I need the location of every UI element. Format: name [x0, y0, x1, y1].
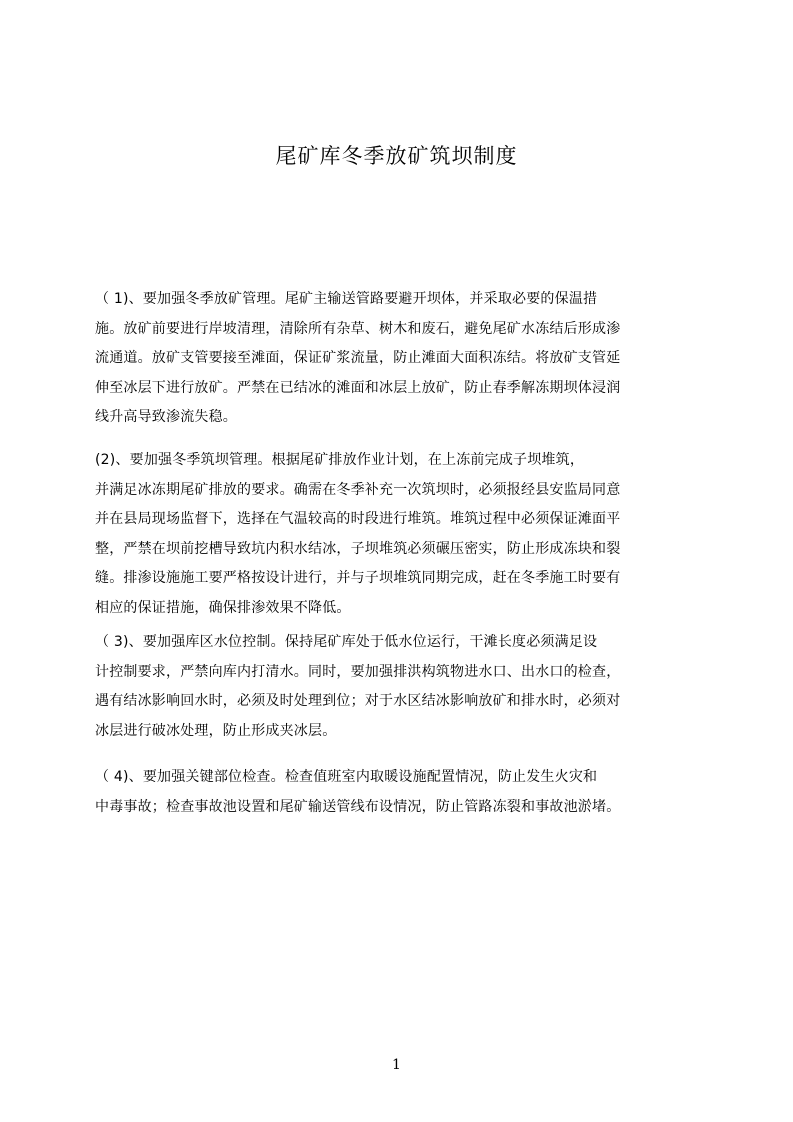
paragraph-line: 冰层进行破冰处理，防止形成夹冰层。 — [95, 722, 337, 739]
paragraph-1 — [95, 285, 705, 433]
paragraph-line: 整，严禁在坝前挖槽导致坑内积水结冰，子坝堆筑必须碾压密实，防止形成冻块和裂 — [95, 540, 621, 557]
paragraph-2 — [95, 446, 705, 623]
paragraph-line: (2)、要加强冬季筑坝管理。根据尾矿排放作业计划，在上冻前完成子坝堆筑， — [95, 452, 585, 468]
paragraph-line: 遇有结冰影响回水时，必须及时处理到位；对于水区结冰影响放矿和排水时，必须对 — [95, 693, 621, 709]
paragraph-line: （ 1)、要加强冬季放矿管理。尾矿主输送管路要避开坝体，并采取必要的保温措 — [95, 291, 598, 307]
paragraph-line: 施。放矿前要进行岸坡清理，清除所有杂草、树木和废石，避免尾矿水冻结后形成渗 — [95, 320, 621, 337]
paragraph-line: 并满足冰冻期尾矿排放的要求。确需在冬季补充一次筑坝时，必须报经县安监局同意 — [95, 481, 621, 498]
paragraph-line: 伸至冰层下进行放矿。严禁在已结冰的滩面和冰层上放矿，防止春季解冻期坝体浸润 — [95, 379, 621, 396]
paragraph-4 — [95, 763, 705, 822]
paragraph-line: 并在县局现场监督下，选择在气温较高的时段进行堆筑。堆筑过程中必须保证滩面平 — [95, 511, 621, 527]
document-title: 尾矿库冬季放矿筑坝制度 — [275, 144, 518, 168]
paragraph-line: 缝。排渗设施施工要严格按设计进行，并与子坝堆筑同期完成，赶在冬季施工时要有 — [95, 570, 621, 586]
paragraph-line: 线升高导致渗流失稳。 — [95, 409, 237, 425]
page-number: 1 — [392, 1057, 401, 1073]
paragraph-line: （ 3)、要加强库区水位控制。保持尾矿库处于低水位运行，干滩长度必须满足设 — [95, 634, 598, 650]
paragraph-line: 计控制要求，严禁向库内打清水。同时，要加强排洪构筑物进水口、出水口的检查， — [95, 663, 621, 680]
paragraph-line: 流通道。放矿支管要接至滩面，保证矿浆流量，防止滩面大面积冻结。将放矿支管延 — [95, 350, 621, 366]
paragraph-line: 中毒事故；检查事故池设置和尾矿输送管线布设情况，防止管路冻裂和事故池淤堵。 — [95, 798, 621, 815]
paragraph-3 — [95, 628, 705, 746]
paragraph-line: 相应的保证措施，确保排渗效果不降低。 — [95, 599, 351, 616]
paragraph-line: （ 4)、要加强关键部位检查。检查值班室内取暖设施配置情况，防止发生火灾和 — [95, 769, 598, 785]
